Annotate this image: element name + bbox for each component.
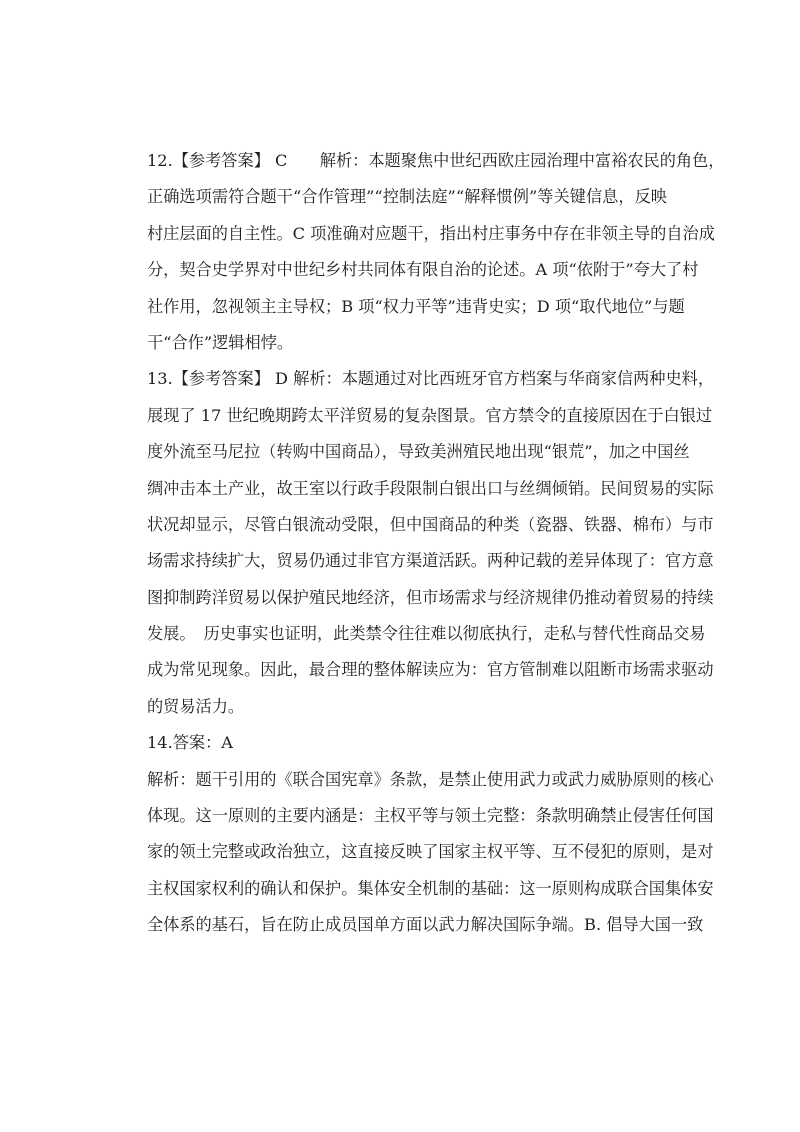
text-line: 村庄层面的自主性。C 项准确对应题干，指出村庄事务中存在非领主导的自治成	[147, 223, 715, 243]
text-line: 13.【参考答案】 D 解析：本题通过对比西班牙官方档案与华商家信两种史料，	[147, 369, 715, 389]
text-line: 14.答案：A	[147, 733, 233, 753]
text-line: 家的领土完整或政治独立，这直接反映了国家主权平等、互不侵犯的原则，是对	[147, 842, 714, 862]
text-line: 绸冲击本土产业，故王室以行政手段限制白银出口与丝绸倾销。民间贸易的实际	[147, 478, 714, 498]
text-line: 图抑制跨洋贸易以保护殖民地经济，但市场需求与经济规律仍推动着贸易的持续	[147, 587, 714, 607]
text-line: 成为常见现象。因此，最合理的整体解读应为：官方管制难以阻断市场需求驱动	[147, 660, 714, 680]
text-line: 12.【参考答案】 C 解析：本题聚焦中世纪西欧庄园治理中富裕农民的角色，	[147, 151, 725, 170]
text-line: 展现了 17 世纪晚期跨太平洋贸易的复杂图景。官方禁令的直接原因在于白银过	[147, 405, 713, 425]
text-line: 干“合作”逻辑相悖。	[147, 332, 294, 352]
text-line: 度外流至马尼拉（转购中国商品），导致美洲殖民地出现“银荒”，加之中国丝	[147, 442, 690, 462]
text-line: 全体系的基石，旨在防止成员国单方面以武力解决国际争端。B. 倡导大国一致	[147, 915, 704, 935]
text-line: 解析：题干引用的《联合国宪章》条款，是禁止使用武力或武力威胁原则的核心	[147, 769, 714, 789]
text-line: 体现。这一原则的主要内涵是：主权平等与领土完整：条款明确禁止侵害任何国	[147, 806, 714, 826]
text-line: 主权国家权利的确认和保护。集体安全机制的基础：这一原则构成联合国集体安	[147, 878, 714, 898]
text-line: 分，契合史学界对中世纪乡村共同体有限自治的论述。A 项“依附于”夸大了村	[147, 260, 699, 280]
text-line: 的贸易活力。	[147, 696, 245, 716]
answer-text-block	[147, 143, 725, 944]
text-line: 场需求持续扩大，贸易仍通过非官方渠道活跃。两种记载的差异体现了：官方意	[147, 551, 714, 571]
text-line: 状况却显示，尽管白银流动受限，但中国商品的种类（瓷器、铁器、棉布）与市	[147, 514, 714, 534]
text-line: 正确选项需符合题干“合作管理”“控制法庭”“解释惯例”等关键信息，反映	[147, 187, 667, 207]
text-line: 发展。 历史事实也证明，此类禁令往往难以彻底执行，走私与替代性商品交易	[147, 624, 706, 644]
text-line: 社作用，忽视领主主导权；B 项“权力平等”违背史实；D 项“取代地位”与题	[147, 296, 685, 316]
